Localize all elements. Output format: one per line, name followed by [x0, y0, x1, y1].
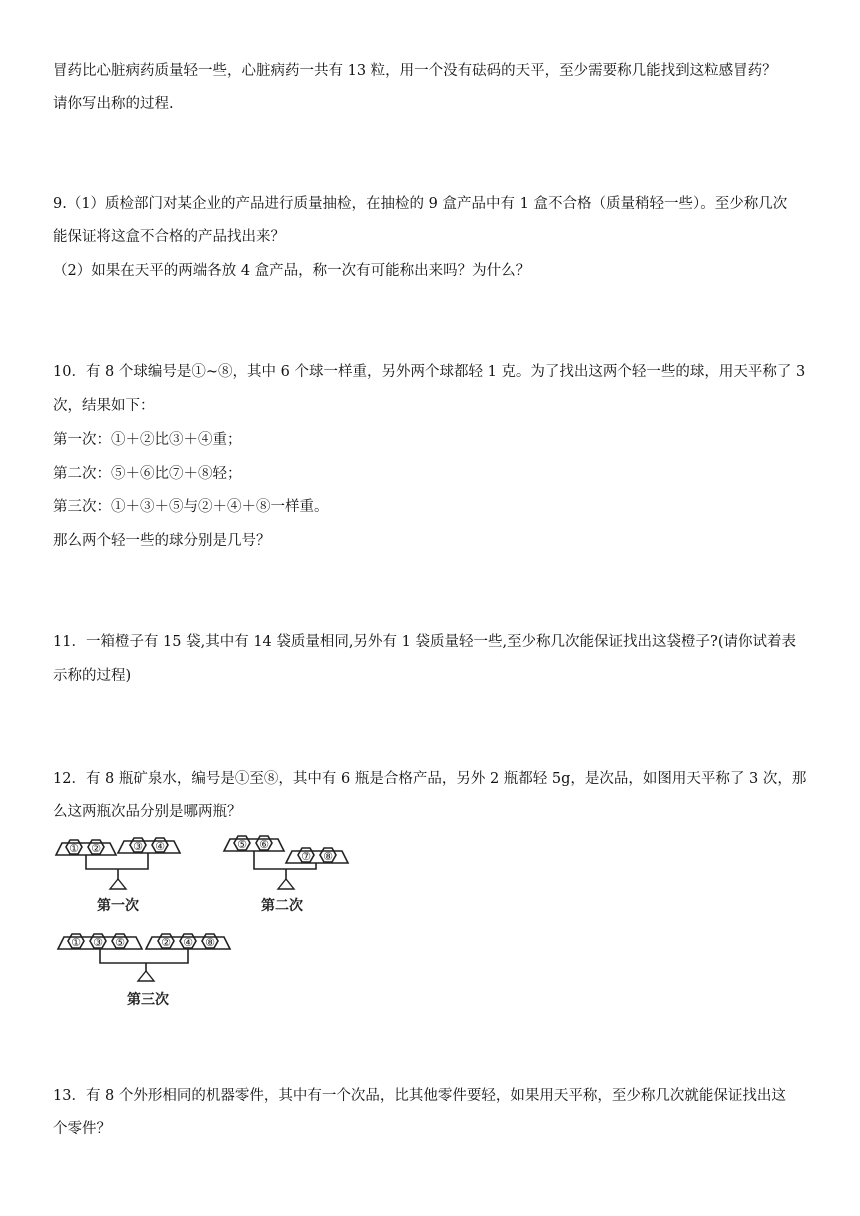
q9-line-3: （2）如果在天平的两端各放 4 盒产品，称一次有可能称出来吗？为什么？: [53, 263, 531, 279]
pan-left-1: [56, 843, 116, 855]
q12-line-1: 12．有 8 瓶矿泉水，编号是①至⑧，其中有 6 瓶是合格产品，另外 2 瓶都轻 5g，是次品，如图用天平称了 3 次，那: [53, 771, 807, 787]
fulcrum-1: [110, 879, 126, 889]
ball-label: ④: [183, 936, 193, 949]
q11-line-2: 示称的过程): [53, 668, 132, 684]
weighing-1: [56, 838, 180, 914]
caption-weighing-2: 第二次: [261, 898, 303, 914]
beam-3: [100, 949, 188, 963]
ball-label: ②: [91, 842, 101, 855]
pan-left-2: [224, 839, 284, 851]
weighing-2: [224, 836, 348, 914]
q10-line-5: 第三次：①＋③＋⑤与②＋④＋⑧一样重。: [53, 499, 329, 515]
q13-line-2: 个零件？: [53, 1121, 111, 1137]
q12-line-2: 么这两瓶次品分别是哪两瓶？: [53, 804, 242, 820]
caption-weighing-1: 第一次: [97, 898, 139, 914]
ball-label: ③: [93, 936, 103, 949]
q10-line-2: 次，结果如下：: [53, 398, 155, 414]
q9-line-2: 能保证将这盒不合格的产品找出来？: [53, 229, 285, 245]
pan-right-1: [118, 841, 180, 853]
q10-line-4: 第二次：⑤＋⑥比⑦＋⑧轻；: [53, 466, 242, 482]
ball-label: ②: [161, 936, 171, 949]
ball-label: ①: [71, 936, 81, 949]
ball-label: ⑥: [259, 838, 269, 851]
ball-label: ③: [133, 840, 143, 853]
q10-line-3: 第一次：①＋②比③＋④重；: [53, 432, 242, 448]
ball-label: ⑦: [301, 850, 311, 863]
pan-right-2: [286, 851, 348, 863]
q11-line-1: 11．一箱橙子有 15 袋,其中有 14 袋质量相同,另外有 1 袋质量轻一些,至少称几次能保证找出这袋橙子?(请你试着表: [53, 634, 796, 650]
ball-label: ⑤: [237, 838, 247, 851]
q10-line-1: 10．有 8 个球编号是①~⑧，其中 6 个球一样重，另外两个球都轻 1 克。为了找出这两个轻一些的球，用天平称了 3: [53, 364, 806, 380]
fulcrum-2: [278, 879, 294, 889]
ball-label: ①: [69, 842, 79, 855]
ball-label: ⑤: [115, 936, 125, 949]
fulcrum-3: [138, 971, 154, 981]
balance-figure: [52, 833, 372, 1018]
q9-line-1: 9.（1）质检部门对某企业的产品进行质量抽检，在抽检的 9 盒产品中有 1 盒不合格（质量稍轻一些）。至少称几次: [53, 196, 788, 212]
weighing-3: [58, 934, 230, 1008]
q10-line-6: 那么两个轻一些的球分别是几号？: [53, 533, 271, 549]
caption-weighing-3: 第三次: [127, 992, 169, 1008]
q8-line-1: 冒药比心脏病药质量轻一些，心脏病药一共有 13 粒，用一个没有砝码的天平，至少需要称几能找到这粒感冒药？: [53, 63, 777, 79]
q8-line-2: 请你写出称的过程.: [53, 96, 174, 112]
balance-diagram: [52, 833, 372, 1018]
ball-label: ⑧: [205, 936, 215, 949]
q13-line-1: 13．有 8 个外形相同的机器零件，其中有一个次品，比其他零件要轻，如果用天平称，至少称几次就能保证找出这: [53, 1088, 786, 1104]
ball-label: ⑧: [323, 850, 333, 863]
ball-label: ④: [155, 840, 165, 853]
